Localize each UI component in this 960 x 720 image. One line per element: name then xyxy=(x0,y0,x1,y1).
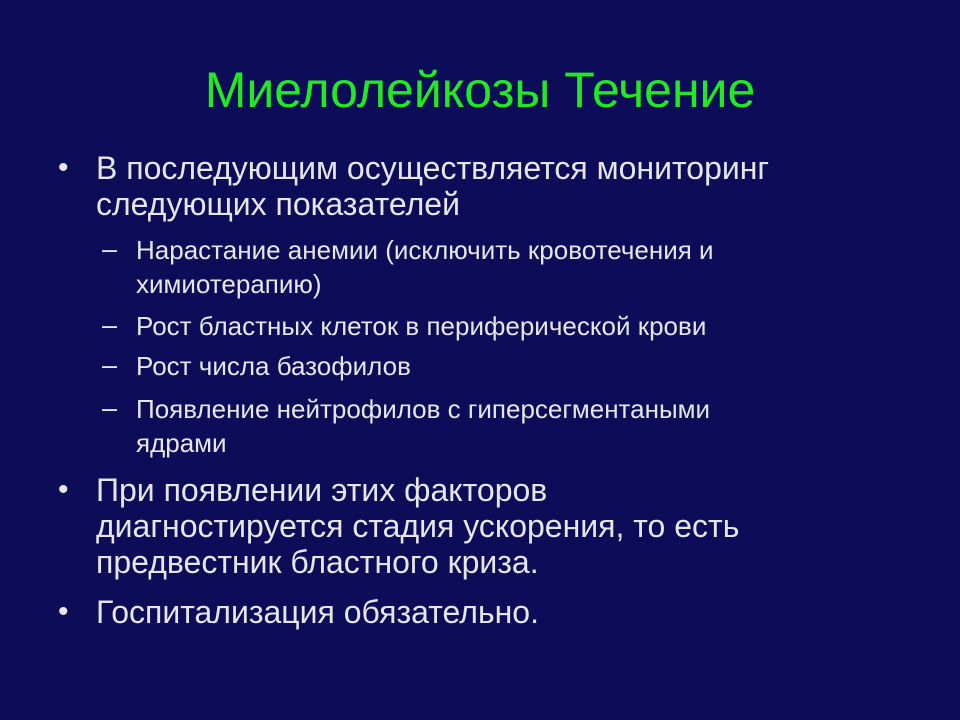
slide-title: Миелолейкозы Течение xyxy=(204,62,756,118)
sub-bullet-text-line: Нарастание анемии (исключить кровотечения и xyxy=(136,235,714,265)
sub-bullet-text: Рост числа базофилов xyxy=(136,351,411,381)
sub-bullet-text-line: Появление нейтрофилов с гиперсегментаными xyxy=(136,394,711,424)
bullet-text-line: следующих показателей xyxy=(96,186,460,222)
sub-bullet-text-line: химиотерапию) xyxy=(136,269,322,299)
bullet-text xyxy=(96,472,866,580)
dash-marker: – xyxy=(102,310,118,340)
dash-marker: – xyxy=(102,234,118,264)
bullet-text-line: При появлении этих факторов xyxy=(96,472,548,508)
bullet-marker: • xyxy=(58,473,69,506)
dash-marker: – xyxy=(102,350,118,380)
bullet-text-line: предвестник бластного криза. xyxy=(96,544,539,580)
sub-bullet-text-line: ядрами xyxy=(136,428,227,458)
sub-bullet-text xyxy=(136,233,866,301)
sub-bullet-text: Рост бластных клеток в периферической крови xyxy=(136,311,707,341)
sub-bullet-text xyxy=(136,392,866,460)
bullet-text: Госпитализация обязательно. xyxy=(96,594,539,630)
bullet-text-line: диагностируется стадия ускорения, то есть xyxy=(96,508,740,544)
bullet-text-line: В последующим осуществляется мониторинг xyxy=(96,150,770,186)
dash-marker: – xyxy=(102,393,118,423)
bullet-marker: • xyxy=(58,595,69,628)
bullet-marker: • xyxy=(58,151,69,184)
bullet-text xyxy=(96,150,866,222)
